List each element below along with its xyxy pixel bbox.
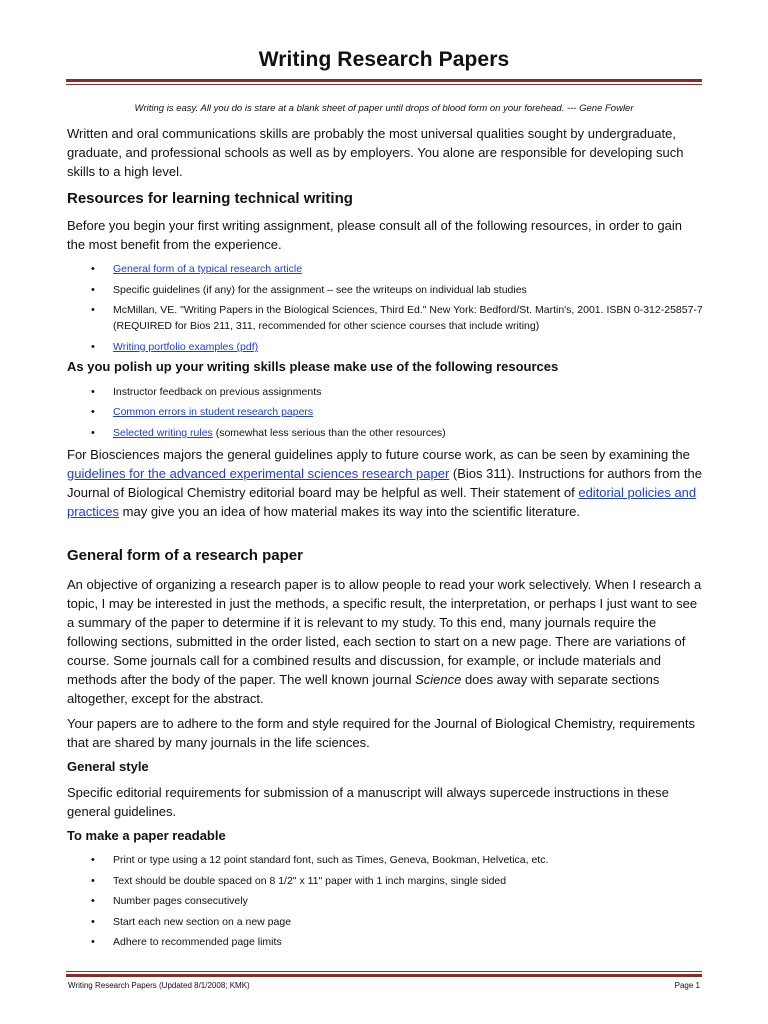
title-rule-thin — [66, 84, 702, 85]
list-item: • Specific guidelines (if any) for the assignment – see the writeups on individual lab studies — [113, 282, 703, 298]
list-item: • Number pages consecutively — [113, 893, 703, 909]
readable-heading: To make a paper readable — [67, 828, 226, 843]
biosciences-text-1: For Biosciences majors the general guidelines apply to future course work, as can be seen by examining the — [67, 447, 690, 462]
list-item: • McMillan, VE. "Writing Papers in the Biological Sciences, Third Ed." New York: Bedford/St. Martin's, 2001. ISBN 0-312-25857-7 (REQUIRED for Bios 211, 311, recommended for other science courses that include writing) — [113, 302, 703, 334]
resources-lead: Before you begin your first writing assignment, please consult all of the following resources, in order to gain the most benefit from the experience. — [67, 218, 682, 252]
advanced-guidelines-link[interactable]: guidelines for the advanced experimental sciences research paper — [67, 466, 450, 481]
list-item — [113, 404, 703, 420]
footer-rule-thick — [66, 974, 702, 977]
list-item — [113, 261, 703, 277]
list-item — [113, 339, 703, 355]
epigraph-quote: Writing is easy. All you do is stare at a blank sheet of paper until drops of blood form on your forehead. --- Gene Fowler — [134, 103, 634, 114]
list-item: • Print or type using a 12 point standard font, such as Times, Geneva, Bookman, Helvetica, etc. — [113, 852, 703, 868]
general-form-text-2: does away with separate sections altogether, except for the abstract. — [67, 672, 660, 706]
general-form-link[interactable]: General form of a typical research article — [113, 263, 303, 275]
list-item: • Start each new section on a new page — [113, 914, 703, 930]
editorial-policies-link[interactable]: editorial policies and practices — [67, 485, 697, 519]
general-form-text-1: An objective of organizing a research paper is to allow people to read your work selectively. When I research a topic, I may be interested in just the methods, a specific result, the interpretation, or perhaps I just want to see a summary of the paper to determine if it is relevant to my study. To this end, many journals require the following sections, submitted in the order listed, each section to start on a new page. There are variations of course. Some journals call for a combined results and discussion, for example, or include materials and methods after the body of the paper. The well known journal — [67, 577, 702, 687]
jbc-paragraph: Your papers are to adhere to the form and style required for the Journal of Biological Chemistry, requirements that are shared by many journals in the life sciences. — [67, 716, 695, 750]
biosciences-text-3: may give you an idea of how material makes its way into the scientific literature. — [119, 504, 581, 519]
list-item: • Text should be double spaced on 8 1/2" x 11" paper with 1 inch margins, single sided — [113, 873, 703, 889]
general-form-paragraph — [67, 575, 703, 708]
journal-science-italic: Science — [415, 672, 462, 687]
page-title: Writing Research Papers — [258, 48, 510, 71]
general-form-heading: General form of a research paper — [67, 547, 303, 564]
polish-heading: As you polish up your writing skills please make use of the following resources — [67, 359, 559, 374]
general-style-paragraph: Specific editorial requirements for submission of a manuscript will always supercede instructions in these general guidelines. — [67, 785, 669, 819]
footer-left-text: Writing Research Papers (Updated 8/1/2008; KMK) — [68, 981, 250, 990]
selected-rules-suffix: (somewhat less serious than the other resources) — [212, 427, 446, 439]
resources-heading: Resources for learning technical writing — [67, 190, 353, 207]
footer-rule-thin — [66, 971, 702, 972]
list-item: • Adhere to recommended page limits — [113, 934, 703, 950]
common-errors-link[interactable]: Common errors in student research papers — [113, 406, 314, 418]
general-style-heading: General style — [67, 759, 149, 774]
list-item: • Instructor feedback on previous assignments — [113, 384, 703, 400]
biosciences-text-2: (Bios 311). Instructions for authors from the Journal of Biological Chemistry editorial board may be helpful as well. Their statement of — [67, 466, 702, 500]
list-item — [113, 425, 703, 441]
portfolio-examples-link[interactable]: Writing portfolio examples (pdf) — [113, 341, 259, 353]
intro-paragraph: Written and oral communications skills are probably the most universal qualities sought by undergraduate, graduate, and professional schools as well as by employers. You alone are responsible for developing such skills to a high level. — [67, 126, 684, 179]
title-rule-thick — [66, 79, 702, 82]
selected-rules-link[interactable]: Selected writing rules — [113, 427, 213, 439]
page-number: Page 1 — [674, 981, 700, 990]
biosciences-paragraph — [67, 445, 703, 521]
